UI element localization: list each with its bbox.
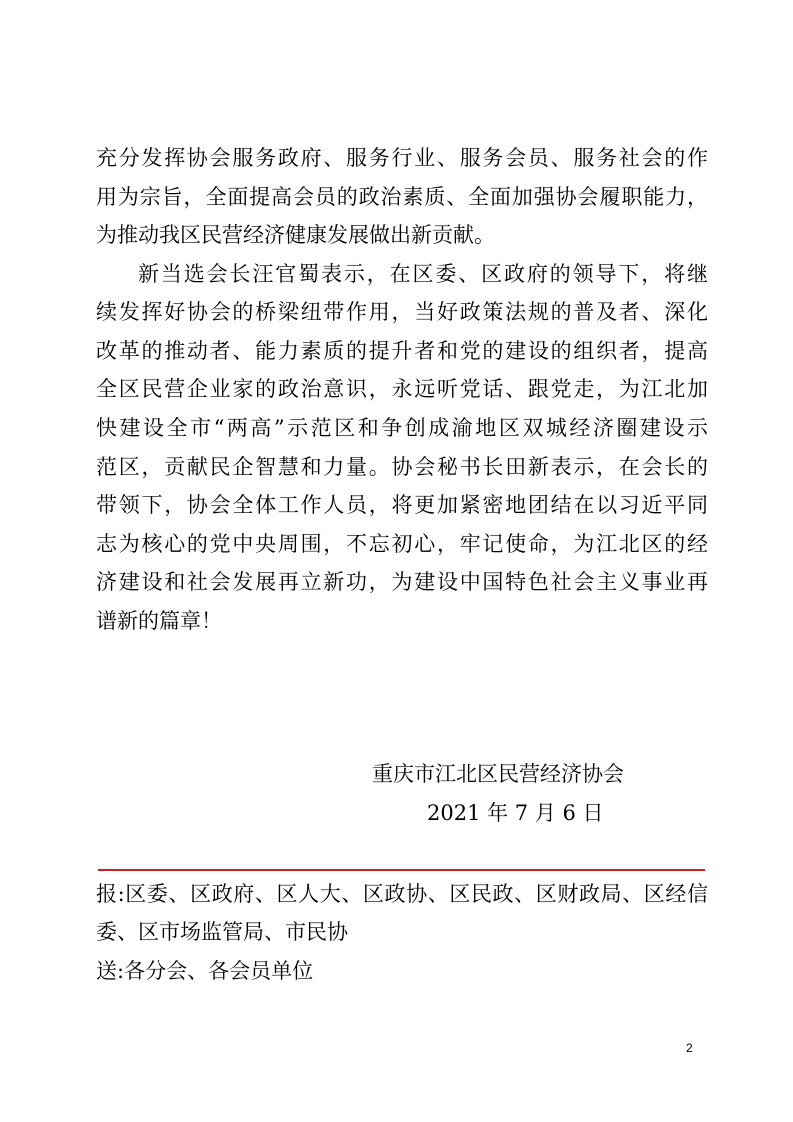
signature-date: 2021 年 7 月 6 日 xyxy=(427,801,604,825)
send-to-line: 送:各分会、各会员单位 xyxy=(96,959,314,983)
report-to-line-2: 委、区市场监管局、市民协 xyxy=(96,920,348,944)
signature-organization: 重庆市江北区民营经济协会 xyxy=(372,762,624,786)
paragraph-2-line-5: 快建设全市“两高”示范区和争创成渝地区双城经济圈建设示 xyxy=(96,416,708,440)
paragraph-2-line-9: 济建设和社会发展再立新功，为建设中国特色社会主义事业再 xyxy=(96,570,708,594)
paragraph-2-line-3: 改革的推动者、能力素质的提升者和党的建设的组织者，提高 xyxy=(96,339,708,363)
paragraph-1-line-3: 为推动我区民营经济健康发展做出新贡献。 xyxy=(96,223,495,247)
paragraph-2-line-10: 谱新的篇章！ xyxy=(96,609,222,633)
red-divider-rule xyxy=(98,869,705,871)
paragraph-2-line-7: 带领下，协会全体工作人员，将更加紧密地团结在以习近平同 xyxy=(96,493,708,517)
paragraph-2-line-8: 志为核心的党中央周围，不忘初心，牢记使命，为江北区的经 xyxy=(96,532,708,556)
paragraph-2-line-1: 新当选会长汪官蜀表示，在区委、区政府的领导下，将继 xyxy=(138,262,708,286)
paragraph-1-line-1: 充分发挥协会服务政府、服务行业、服务会员、服务社会的作 xyxy=(96,146,708,170)
report-to-line-1: 报:区委、区政府、区人大、区政协、区民政、区财政局、区经信 xyxy=(96,882,708,906)
paragraph-1-line-2: 用为宗旨，全面提高会员的政治素质、全面加强协会履职能力， xyxy=(96,185,708,209)
paragraph-2-line-2: 续发挥好协会的桥梁纽带作用，当好政策法规的普及者、深化 xyxy=(96,300,708,324)
paragraph-2-line-4: 全区民营企业家的政治意识，永远听党话、跟党走，为江北加 xyxy=(96,377,708,401)
page-number: 2 xyxy=(686,1041,693,1055)
paragraph-2-line-6: 范区，贡献民企智慧和力量。协会秘书长田新表示，在会长的 xyxy=(96,455,708,479)
